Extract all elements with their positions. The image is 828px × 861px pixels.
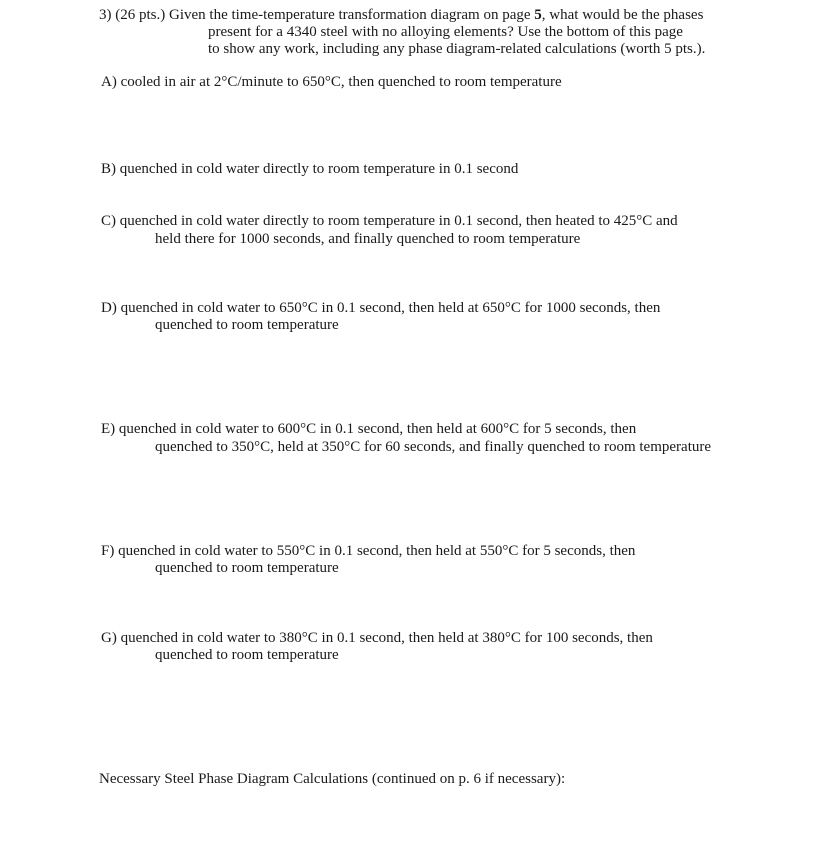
part-a-line-1: A) cooled in air at 2°C/minute to 650°C, then quenched to room temperature bbox=[101, 74, 562, 90]
question-line-2: present for a 4340 steel with no alloying elements? Use the bottom of this page bbox=[208, 24, 683, 40]
part-d-line-1: D) quenched in cold water to 650°C in 0.1 second, then held at 650°C for 1000 seconds, then bbox=[101, 300, 661, 316]
part-f-line-1: F) quenched in cold water to 550°C in 0.1 second, then held at 550°C for 5 seconds, then bbox=[101, 543, 636, 559]
part-e-line-1: E) quenched in cold water to 600°C in 0.1 second, then held at 600°C for 5 seconds, then bbox=[101, 421, 637, 437]
question-line-1-suffix: , what would be the phases bbox=[541, 7, 704, 23]
question-page-ref: 5 bbox=[534, 7, 542, 23]
question-line-1-prefix: 3) (26 pts.) Given the time-temperature transformation diagram on page bbox=[99, 7, 535, 23]
part-d-line-2: quenched to room temperature bbox=[155, 317, 339, 333]
question-line-3: to show any work, including any phase diagram-related calculations (worth 5 pts.). bbox=[208, 41, 706, 57]
part-g-line-2: quenched to room temperature bbox=[155, 647, 339, 663]
part-c-line-1: C) quenched in cold water directly to room temperature in 0.1 second, then heated to 425°C and bbox=[101, 213, 678, 229]
question-line-1 bbox=[99, 6, 703, 24]
part-g-line-1: G) quenched in cold water to 380°C in 0.1 second, then held at 380°C for 100 seconds, then bbox=[101, 630, 653, 646]
calculations-heading: Necessary Steel Phase Diagram Calculations (continued on p. 6 if necessary): bbox=[99, 771, 566, 787]
part-b-line-1: B) quenched in cold water directly to room temperature in 0.1 second bbox=[101, 161, 519, 177]
part-e-line-2: quenched to 350°C, held at 350°C for 60 seconds, and finally quenched to room temperature bbox=[155, 439, 712, 455]
part-f-line-2: quenched to room temperature bbox=[155, 560, 339, 576]
part-c-line-2: held there for 1000 seconds, and finally quenched to room temperature bbox=[155, 231, 581, 247]
